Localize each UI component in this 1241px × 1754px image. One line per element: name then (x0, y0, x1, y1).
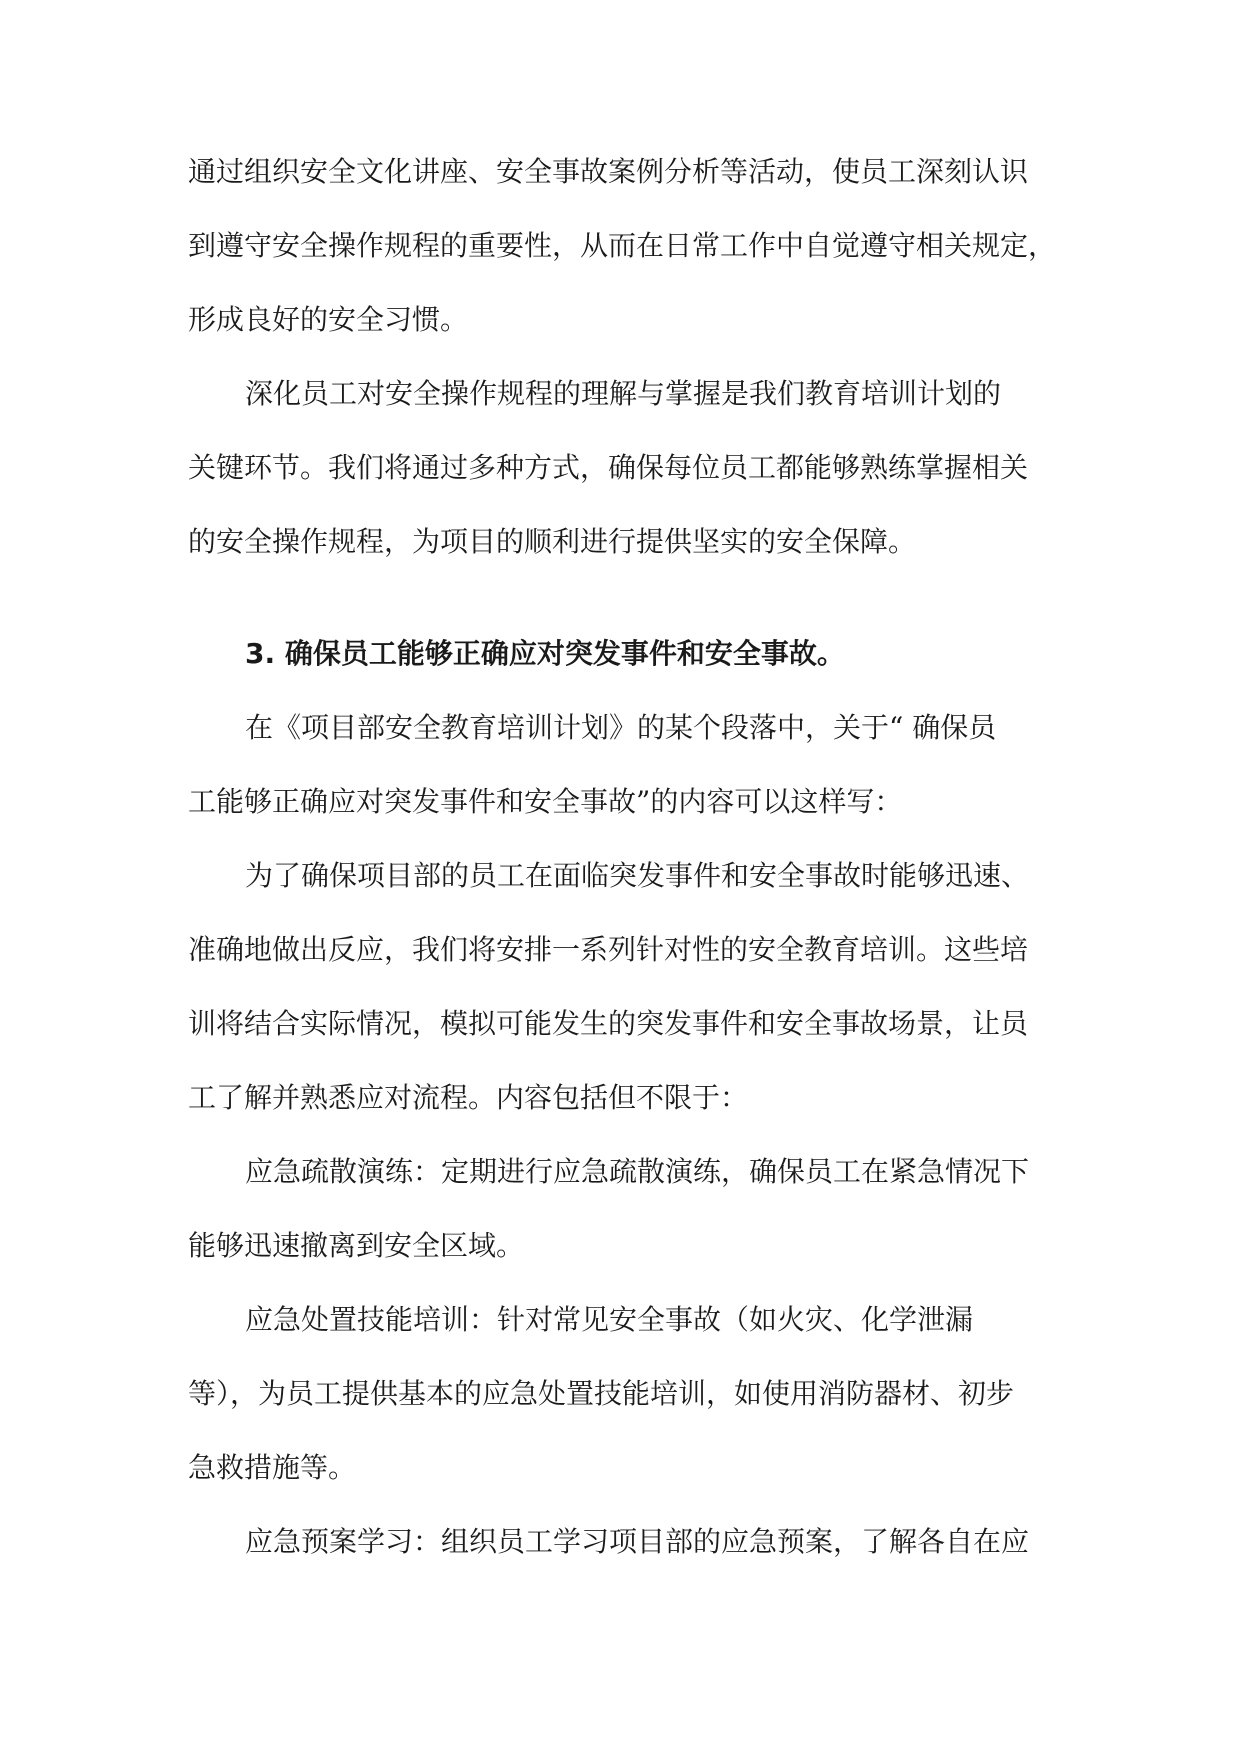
text-line: 急救措施等。 (188, 1451, 357, 1484)
text-line: 为了确保项目部的员工在面临突发事件和安全事故时能够迅速、 (245, 859, 1030, 892)
text-line: 能够迅速撤离到安全区域。 (188, 1229, 525, 1262)
text-line: 应急预案学习：组织员工学习项目部的应急预案，了解各自在应 (245, 1525, 1030, 1558)
text-line: 形成良好的安全习惯。 (188, 303, 469, 336)
text-line: 准确地做出反应，我们将安排一系列针对性的安全教育培训。这些培 (188, 933, 1029, 966)
text-line: 应急疏散演练：定期进行应急疏散演练，确保员工在紧急情况下 (245, 1155, 1030, 1188)
text-line: 等），为员工提供基本的应急处置技能培训，如使用消防器材、初步 (188, 1377, 1015, 1410)
text-line: 在《项目部安全教育培训计划》的某个段落中，关于“ 确保员 (245, 711, 997, 744)
text-line: 训将结合实际情况，模拟可能发生的突发事件和安全事故场景，让员 (188, 1007, 1029, 1040)
text-line: 应急处置技能培训：针对常见安全事故（如火灾、化学泄漏 (245, 1303, 974, 1336)
text-line: 关键环节。我们将通过多种方式，确保每位员工都能够熟练掌握相关 (188, 451, 1029, 484)
text-line: 工了解并熟悉应对流程。内容包括但不限于： (188, 1081, 749, 1114)
text-line: 通过组织安全文化讲座、安全事故案例分析等活动，使员工深刻认识 (188, 155, 1029, 188)
section-heading: 3. 确保员工能够正确应对突发事件和安全事故。 (245, 637, 845, 670)
text-line: 的安全操作规程，为项目的顺利进行提供坚实的安全保障。 (188, 525, 917, 558)
text-line: 深化员工对安全操作规程的理解与掌握是我们教育培训计划的 (245, 377, 1002, 410)
text-line: 工能够正确应对突发事件和安全事故”的内容可以这样写： (188, 785, 903, 818)
text-line: 到遵守安全操作规程的重要性，从而在日常工作中自觉遵守相关规定， (188, 229, 1057, 262)
